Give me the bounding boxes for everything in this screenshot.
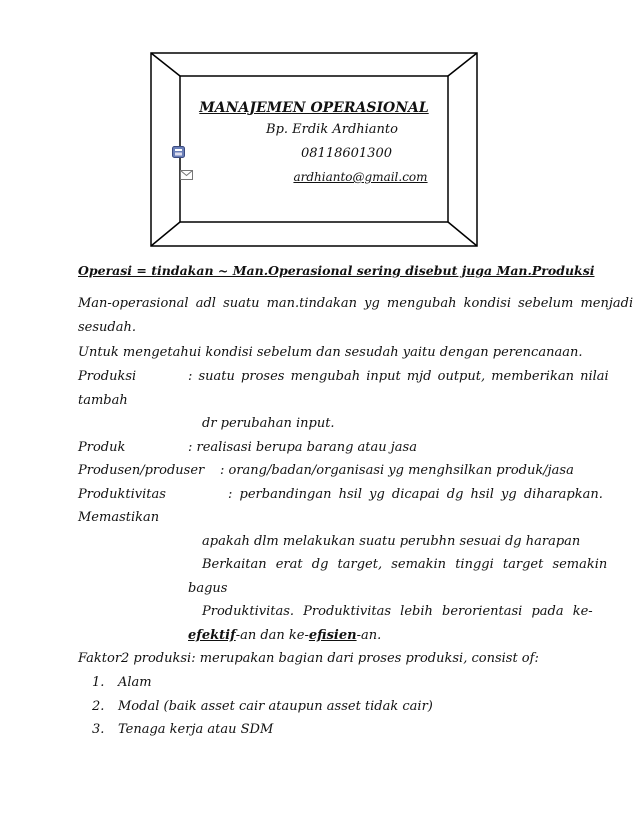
def-produktivitas-c: apakah dlm melakukan suatu perubhn sesuai dg harapan (202, 534, 581, 549)
section-subtitle: Operasi = tindakan ~ Man.Operasional sering disebut juga Man.Produksi (78, 263, 595, 278)
list-item-number: 2. (92, 699, 105, 714)
list-item-number: 3. (92, 722, 105, 737)
def-produksi-c: dr perubahan input. (202, 416, 335, 431)
term-produsen: Produsen/produser (78, 463, 205, 478)
efektif-word: efektif (188, 628, 236, 643)
header-frame (150, 52, 478, 247)
efektif-efisien-line (188, 628, 381, 643)
list-item (92, 699, 433, 714)
def-produktivitas-d: Berkaitan erat dg target, semakin tinggi target semakin (202, 557, 608, 572)
paragraph-1-line-a (78, 296, 634, 311)
author-name: Bp. Erdik Ardhianto (266, 122, 398, 137)
email-line (180, 170, 508, 184)
list-item-label: Alam (118, 675, 152, 690)
term-produktivitas: Produktivitas (78, 487, 166, 502)
def-produksi-b: tambah (78, 393, 128, 408)
phone-number: 08118601300 (301, 146, 392, 161)
list-item-label: Tenaga kerja atau SDM (118, 722, 274, 737)
term-produksi: Produksi (78, 369, 137, 384)
def-produksi-a: : suatu proses mengubah input mjd output, memberikan nilai (188, 369, 609, 384)
document-title: MANAJEMEN OPERASIONAL (199, 100, 429, 116)
paragraph-2-text: Untuk mengetahui kondisi sebelum dan sesudah yaitu dengan perencanaan. (78, 345, 583, 360)
def-produktivitas-f: Produktivitas. Produktivitas lebih berorientasi pada ke- (202, 604, 593, 619)
list-item-number: 1. (92, 675, 105, 690)
list-item (92, 722, 273, 737)
def-produk: : realisasi berupa barang atau jasa (188, 440, 417, 455)
term-produk: Produk (78, 440, 126, 455)
phone-line (172, 146, 500, 161)
efisien-end: -an. (356, 628, 382, 643)
paragraph-1-text-b: sesudah. (78, 320, 136, 335)
factors-intro: Faktor2 produksi: merupakan bagian dari proses produksi, consist of: (78, 651, 539, 666)
def-produktivitas-a: : perbandingan hsil yg dicapai dg hsil yg diharapkan. (228, 487, 603, 502)
def-produsen: : orang/badan/organisasi yg menghsilkan produk/jasa (220, 463, 574, 478)
email-link[interactable]: ardhianto@gmail.com (293, 170, 428, 184)
paragraph-1-text-a: Man-operasional adl suatu man.tindakan yg mengubah kondisi sebelum menjadi (78, 296, 634, 311)
list-item (92, 675, 152, 690)
list-item-label: Modal (baik asset cair ataupun asset tidak cair) (118, 699, 433, 714)
efisien-word: efisien (308, 628, 357, 643)
phone-icon (280, 148, 293, 160)
def-produktivitas-e: bagus (188, 581, 228, 596)
efektif-mid: -an dan ke- (235, 628, 309, 643)
def-produktivitas-b: Memastikan (78, 510, 160, 525)
envelope-icon (260, 172, 273, 184)
